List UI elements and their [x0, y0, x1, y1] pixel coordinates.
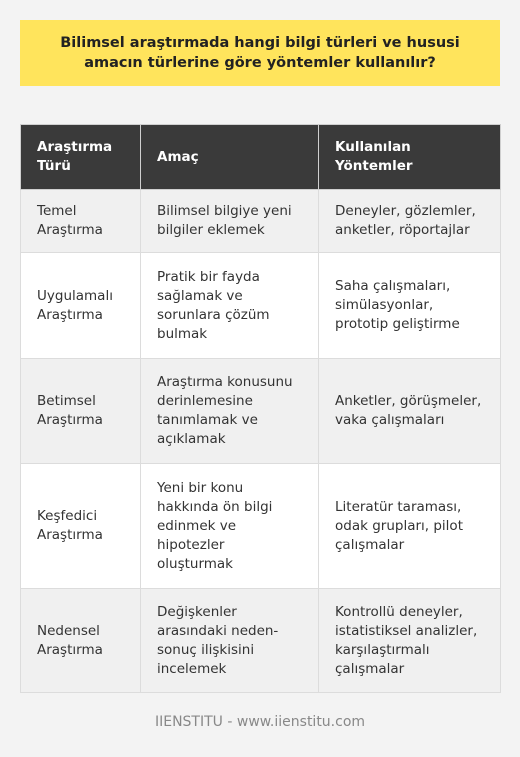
cell-purpose: Bilimsel bilgiye yeni bilgiler eklemek — [141, 190, 319, 253]
footer-credit: IIENSTITU - www.iienstitu.com — [154, 714, 366, 730]
cell-methods: Kontrollü deneyler, istatistiksel analizler, karşılaştırmalı çalışmalar — [319, 589, 501, 693]
header-methods: Kullanılan Yöntemler — [319, 125, 501, 190]
table-row — [21, 190, 501, 253]
header-research-type: Araştırma Türü — [21, 125, 141, 190]
page-title: Bilimsel araştırmada hangi bilgi türleri ve hususi amacın türlerine göre yöntemler kullanılır? — [20, 20, 500, 86]
cell-purpose: Pratik bir fayda sağlamak ve sorunlara çözüm bulmak — [141, 253, 319, 359]
cell-purpose: Değişkenler arasındaki neden-sonuç ilişkisini incelemek — [141, 589, 319, 693]
cell-methods: Deneyler, gözlemler, anketler, röportajlar — [319, 190, 501, 253]
table-row — [21, 464, 501, 589]
cell-research-type: Temel Araştırma — [21, 190, 141, 253]
cell-methods: Anketler, görüşmeler, vaka çalışmaları — [319, 359, 501, 464]
table-row — [21, 253, 501, 359]
cell-research-type: Betimsel Araştırma — [21, 359, 141, 464]
header-purpose: Amaç — [141, 125, 319, 190]
cell-purpose: Yeni bir konu hakkında ön bilgi edinmek ve hipotezler oluşturmak — [141, 464, 319, 589]
cell-research-type: Nedensel Araştırma — [21, 589, 141, 693]
cell-research-type: Keşfedici Araştırma — [21, 464, 141, 589]
cell-research-type: Uygulamalı Araştırma — [21, 253, 141, 359]
table-header-row — [21, 125, 501, 190]
research-types-table — [20, 124, 501, 693]
table-row — [21, 359, 501, 464]
cell-methods: Saha çalışmaları, simülasyonlar, prototip geliştirme — [319, 253, 501, 359]
cell-methods: Literatür taraması, odak grupları, pilot çalışmalar — [319, 464, 501, 589]
cell-purpose: Araştırma konusunu derinlemesine tanımlamak ve açıklamak — [141, 359, 319, 464]
table-row — [21, 589, 501, 693]
